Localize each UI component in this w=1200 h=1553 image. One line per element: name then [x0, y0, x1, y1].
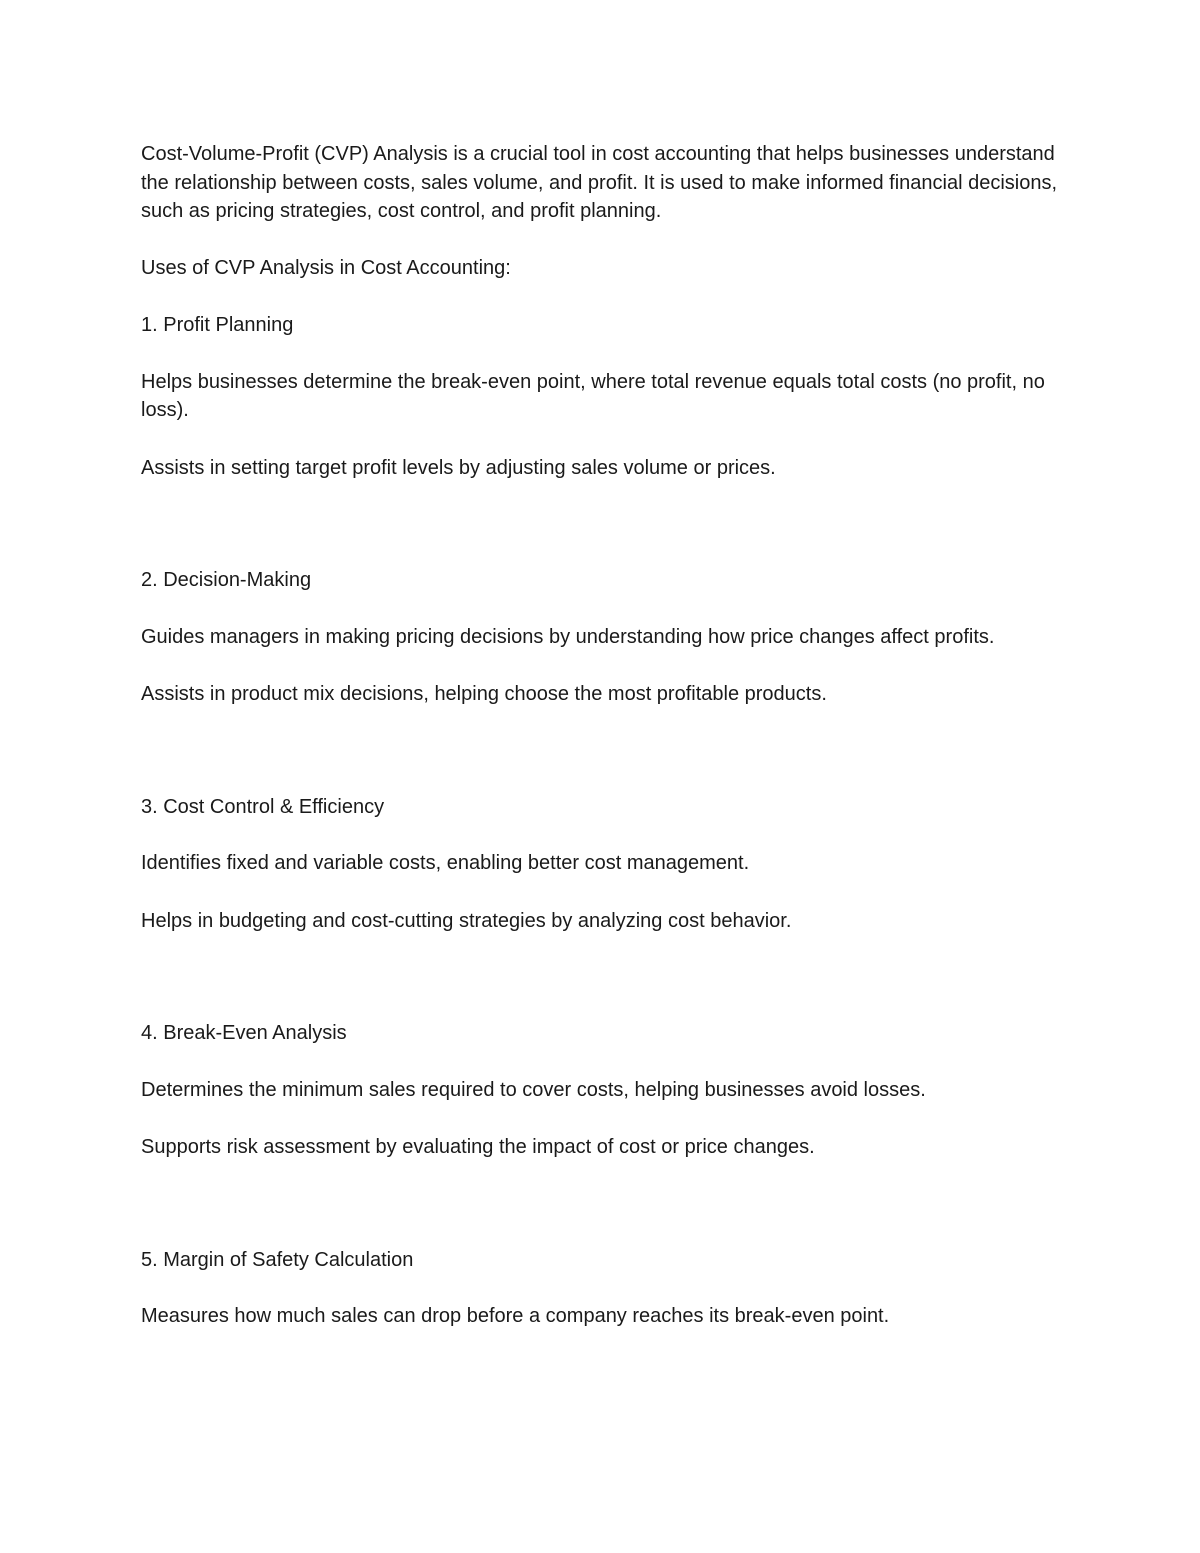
section-point: Assists in product mix decisions, helping choose the most profitable products.: [141, 683, 827, 705]
section-decision-making: [141, 566, 1081, 709]
intro-paragraph: Cost-Volume-Profit (CVP) Analysis is a crucial tool in cost accounting that helps businesses understand the relationship between costs, sales volume, and profit. It is used to make informed financial decisions, such as pricing strategies, cost control, and profit planning.: [141, 143, 1058, 222]
section-point: Helps in budgeting and cost-cutting strategies by analyzing cost behavior.: [141, 909, 792, 932]
section-heading: 1. Profit Planning: [141, 314, 294, 336]
section-heading: 5. Margin of Safety Calculation: [141, 1248, 414, 1271]
section-break-even-analysis: [141, 1019, 1081, 1162]
section-point: Supports risk assessment by evaluating the impact of cost or price changes.: [141, 1136, 815, 1158]
section-heading: 3. Cost Control & Efficiency: [141, 795, 385, 818]
section-point: Measures how much sales can drop before a company reaches its break-even point.: [141, 1305, 890, 1327]
uses-heading: Uses of CVP Analysis in Cost Accounting:: [141, 256, 511, 279]
section-heading: 2. Decision-Making: [141, 569, 312, 591]
section-point: Helps businesses determine the break-even point, where total revenue equals total costs (no profit, no loss).: [141, 370, 1045, 421]
section-point: Assists in setting target profit levels by adjusting sales volume or prices.: [141, 456, 776, 479]
section-point: Identifies fixed and variable costs, enabling better cost management.: [141, 852, 750, 874]
section-cost-control: [141, 793, 1081, 936]
section-heading: 4. Break-Even Analysis: [141, 1022, 347, 1044]
section-profit-planning: [141, 311, 1081, 482]
section-point: Guides managers in making pricing decisions by understanding how price changes affect profits.: [141, 625, 995, 648]
section-point: Determines the minimum sales required to cover costs, helping businesses avoid losses.: [141, 1078, 926, 1101]
section-margin-of-safety: [141, 1246, 1081, 1331]
document-body: [141, 140, 1081, 1331]
